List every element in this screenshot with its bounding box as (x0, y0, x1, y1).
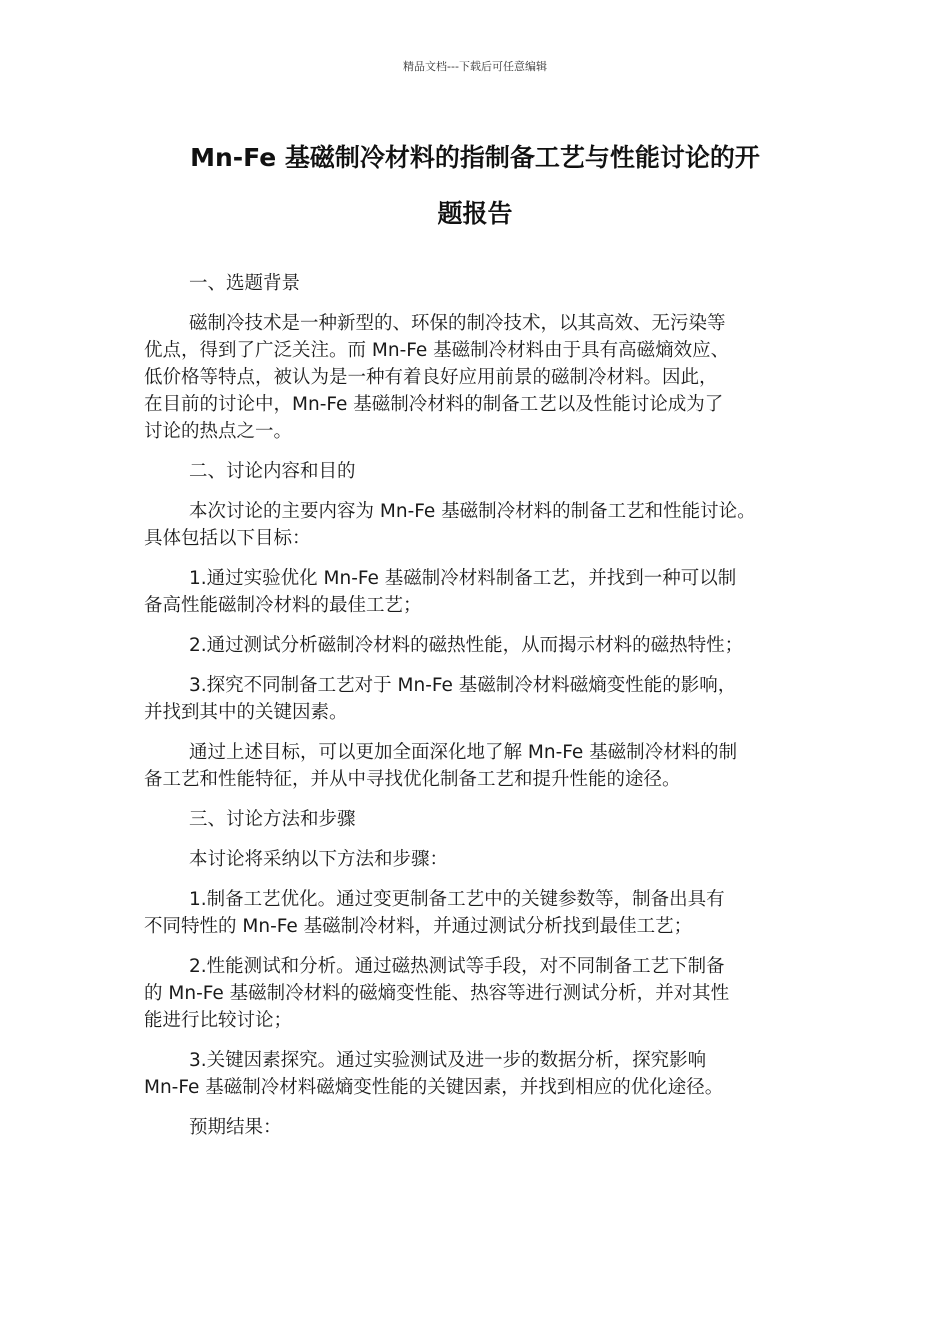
paragraph (144, 953, 806, 1034)
paragraph (144, 886, 806, 940)
paragraph-line: 具体包括以下目标： (144, 528, 311, 549)
paragraph-line: 3.关键因素探究。通过实验测试及进一步的数据分析，探究影响 (189, 1050, 707, 1071)
paragraph-line: 低价格等特点，被认为是一种有着良好应用前景的磁制冷材料。因此， (144, 367, 718, 388)
paragraph-line: 的 Mn-Fe 基磁制冷材料的磁熵变性能、热容等进行测试分析，并对其性 (144, 983, 730, 1004)
paragraph-line: 能进行比较讨论； (144, 1010, 293, 1031)
paragraph (144, 498, 806, 552)
paragraph (144, 310, 806, 445)
paragraph (144, 565, 806, 619)
paragraph (144, 1114, 806, 1141)
paragraph (144, 806, 806, 833)
paragraph (144, 632, 806, 659)
paragraph-line: 一、选题背景 (189, 273, 301, 294)
paragraph-line: Mn-Fe 基磁制冷材料磁熵变性能的关键因素，并找到相应的优化途径。 (144, 1077, 724, 1098)
paragraph (144, 270, 806, 297)
paragraph-line: 1.通过实验优化 Mn-Fe 基磁制冷材料制备工艺，并找到一种可以制 (189, 568, 737, 589)
paragraph (144, 458, 806, 485)
document-body (144, 270, 806, 1154)
document-title-line-1: Mn-Fe 基磁制冷材料的指制备工艺与性能讨论的开 (190, 143, 760, 172)
document-title-line-2: 题报告 (437, 199, 513, 228)
paragraph-line: 3.探究不同制备工艺对于 Mn-Fe 基磁制冷材料磁熵变性能的影响， (189, 675, 737, 696)
paragraph-line: 磁制冷技术是一种新型的、环保的制冷技术，以其高效、无污染等 (189, 313, 726, 334)
paragraph (144, 739, 806, 793)
paragraph (144, 846, 806, 873)
paragraph-line: 在目前的讨论中，Mn-Fe 基磁制冷材料的制备工艺以及性能讨论成为了 (144, 394, 724, 415)
paragraph-line: 二、讨论内容和目的 (189, 461, 356, 482)
paragraph-line: 备高性能磁制冷材料的最佳工艺； (144, 595, 422, 616)
paragraph-line: 预期结果： (189, 1117, 282, 1138)
paragraph (144, 672, 806, 726)
paragraph-line: 本次讨论的主要内容为 Mn-Fe 基磁制冷材料的制备工艺和性能讨论。 (189, 501, 756, 522)
paragraph-line: 本讨论将采纳以下方法和步骤： (189, 849, 449, 870)
paragraph-line: 并找到其中的关键因素。 (144, 702, 348, 723)
paragraph (144, 1047, 806, 1101)
page-header: 精品文档---下载后可任意编辑 (403, 60, 547, 73)
paragraph-line: 1.制备工艺优化。通过变更制备工艺中的关键参数等，制备出具有 (189, 889, 725, 910)
paragraph-line: 通过上述目标，可以更加全面深化地了解 Mn-Fe 基磁制冷材料的制 (189, 742, 738, 763)
paragraph-line: 2.性能测试和分析。通过磁热测试等手段，对不同制备工艺下制备 (189, 956, 725, 977)
paragraph-line: 不同特性的 Mn-Fe 基磁制冷材料，并通过测试分析找到最佳工艺； (144, 916, 693, 937)
paragraph-line: 三、讨论方法和步骤 (189, 809, 356, 830)
paragraph-line: 2.通过测试分析磁制冷材料的磁热性能，从而揭示材料的磁热特性； (189, 635, 744, 656)
paragraph-line: 讨论的热点之一。 (144, 421, 293, 442)
paragraph-line: 备工艺和性能特征，并从中寻找优化制备工艺和提升性能的途径。 (144, 769, 681, 790)
paragraph-line: 优点，得到了广泛关注。而 Mn-Fe 基磁制冷材料由于具有高磁熵效应、 (144, 340, 730, 361)
